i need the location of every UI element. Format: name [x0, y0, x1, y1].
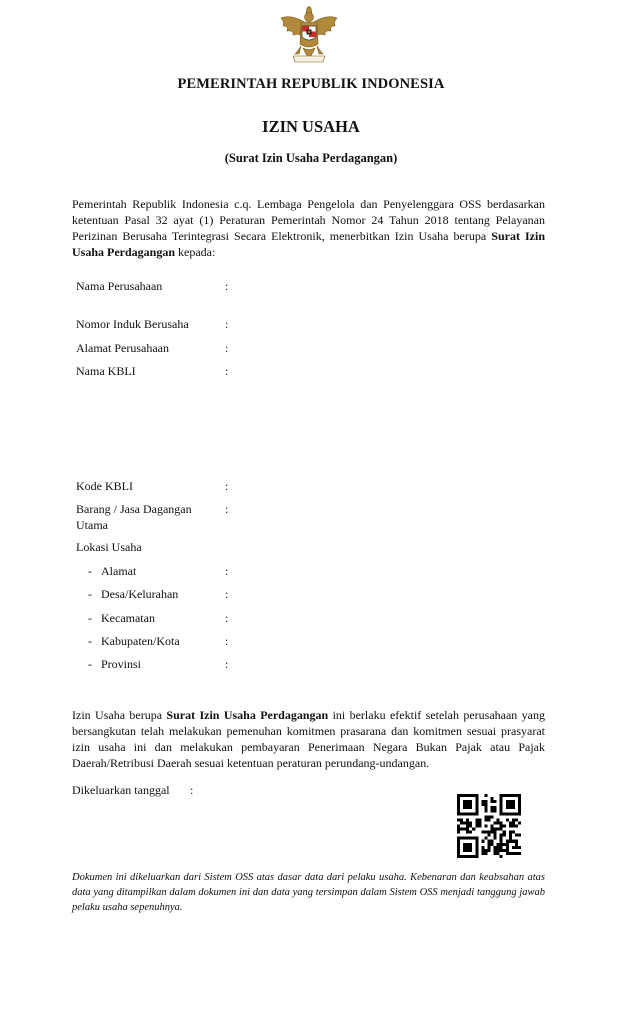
field-colon: : [225, 564, 229, 578]
field-label: Provinsi [101, 657, 142, 671]
field-colon: : [225, 657, 229, 671]
issued-date-colon: : [190, 783, 194, 797]
validity-bold-text: Surat Izin Usaha Perdagangan [166, 708, 329, 722]
field-dash: - [88, 634, 92, 648]
document-subtitle: (Surat Izin Usaha Perdagangan) [224, 151, 398, 165]
field-label: Alamat [101, 564, 137, 578]
intro-paragraph [72, 196, 545, 260]
field-label: Alamat Perusahaan [76, 341, 169, 355]
field-label: Nomor Induk Berusaha [76, 317, 189, 331]
field-colon: : [225, 587, 229, 601]
field-colon: : [225, 611, 229, 625]
issued-date-label: Dikeluarkan tanggal [72, 783, 170, 797]
field-colon: : [225, 317, 229, 331]
footer-disclaimer: Dokumen ini dikeluarkan dari Sistem OSS atas dasar data dari pelaku usaha. Kebenaran dan keabsahan atas data yang ditampilkan dalam dokumen ini dan data yang tersimpan dalam Sistem OSS menjadi tanggung jawab pelaku usaha sepenuhnya. [72, 872, 545, 913]
field-dash: - [88, 611, 92, 625]
field-label: Kecamatan [101, 611, 155, 625]
document-title: IZIN USAHA [262, 117, 360, 136]
intro-text: Pemerintah Republik Indonesia c.q. Lembaga Pengelola dan Penyelenggara OSS berdasarkan ketentuan Pasal 32 ayat (1) Peraturan Pemerintah Nomor 24 Tahun 2018 tentang Pelayanan Perizinan Berusaha Terintegrasi Secara Elektronik, menerbitkan Izin Usaha berupa [72, 197, 545, 243]
field-label: Nama Perusahaan [76, 279, 163, 293]
issued-date-row [72, 782, 194, 798]
field-label: Nama KBLI [76, 364, 136, 378]
validity-paragraph [72, 707, 545, 771]
validity-text: Izin Usaha berupa [72, 708, 167, 722]
field-colon: : [225, 479, 229, 493]
field-dash: - [88, 564, 92, 578]
garuda-emblem-icon [277, 4, 341, 68]
field-colon: : [225, 502, 229, 516]
field-colon: : [225, 341, 229, 355]
field-colon: : [225, 279, 229, 293]
field-label: Kode KBLI [76, 479, 133, 493]
qr-code-icon [457, 794, 521, 858]
field-colon: : [225, 364, 229, 378]
government-title: PEMERINTAH REPUBLIK INDONESIA [177, 76, 445, 92]
field-dash: - [88, 657, 92, 671]
field-dash: - [88, 587, 92, 601]
field-label: Barang / Jasa Dagangan Utama [76, 502, 192, 532]
intro-bold-text: Surat Izin Usaha Perdagangan [72, 229, 545, 259]
field-colon: : [225, 634, 229, 648]
field-label: Kabupaten/Kota [101, 634, 180, 648]
intro-text-end: kepada: [175, 245, 216, 259]
field-label: Desa/Kelurahan [101, 587, 179, 601]
field-label: Lokasi Usaha [76, 540, 142, 554]
validity-text-end: ini berlaku efektif setelah perusahaan yang bersangkutan telah melakukan pemenuhan komitmen prasarana dan komitmen sesuai prasyarat izin usaha ini dan melakukan pembayaran Penerimaan Negara Bukan Pajak atau Pajak Daerah/Retribusi Daerah sesuai ketentuan peraturan perundang-undangan. [72, 708, 545, 770]
